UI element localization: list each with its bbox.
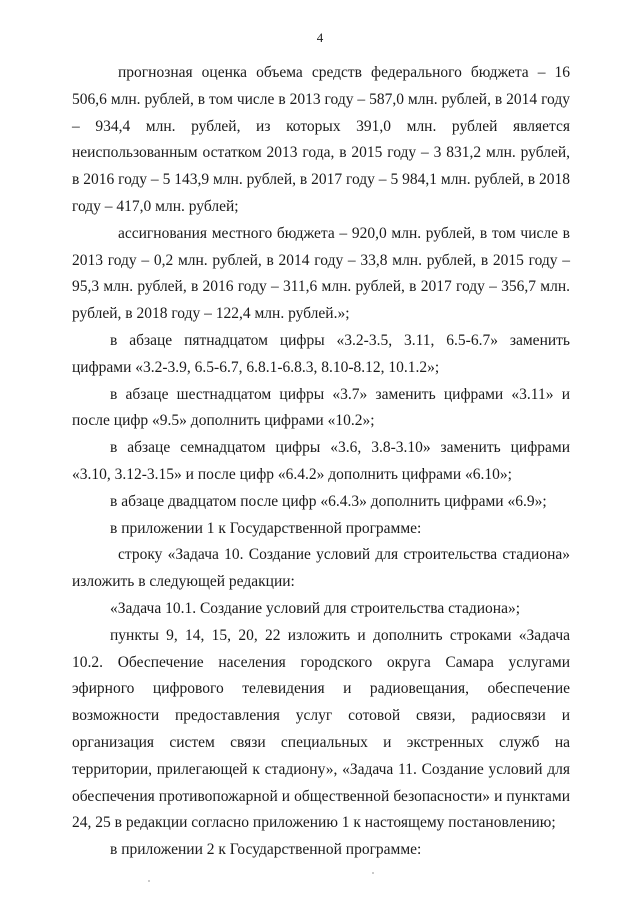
paragraph-local-budget: ассигнования местного бюджета – 920,0 млн. рублей, в том числе в 2013 году – 0,2 млн. рублей, в 2014 году – 33,8 млн. рублей, в 2015 году – 95,3 млн. рублей, в 2016 году – 311,6 млн. рублей, в 2017 году – 356,7 млн. рублей, в 2018 году – 122,4 млн. рублей.»; [72,224,570,323]
paragraph-15: в абзаце пятнадцатом цифры «3.2-3.5, 3.11, 6.5-6.7» заменить цифрами «3.2-3.9, 6.5-6.7, 6.8.1-6.8.3, 8.10-8.12, 10.1.2»; [72,331,570,376]
paragraph-17: в абзаце семнадцатом цифры «3.6, 3.8-3.10» заменить цифрами «3.10, 3.12-3.15» и после цифр «6.4.2» дополнить цифрами «6.10»; [72,439,570,483]
paragraph-appendix-2: в приложении 2 к Государственной программе: [110,841,422,859]
paragraph-task-10-1: «Задача 10.1. Создание условий для строительства стадиона»; [110,599,521,617]
paragraph-16: в абзаце шестнадцатом цифры «3.7» заменить цифрами «3.11» и после цифр «9.5» дополнить цифрами «10.2»; [72,385,570,430]
paragraph-items: пункты 9, 14, 15, 20, 22 изложить и дополнить строками «Задача 10.2. Обеспечение населения городского округа Самара услугами эфирного цифрового телевидения и радиовещания, обеспечение возможности предоставления услуг сотовой связи, радиосвязи и организация систем связи специальных и экстренных служб на территории, прилегающей к стадиону», «Задача 11. Создание условий для обеспечения противопожарной и общественной безопасности» и пунктами 24, 25 в редакции согласно приложению 1 к настоящему постановлению; [72,626,570,832]
page-number: 4 [316,30,324,45]
scan-speck [148,880,150,882]
scan-speck [372,872,374,874]
document-body [72,60,570,864]
paragraph-20: в абзаце двадцатом после цифр «6.4.3» дополнить цифрами «6.9»; [110,492,547,510]
paragraph-federal-budget: прогнозная оценка объема средств федерального бюджета – 16 506,6 млн. рублей, в том числе в 2013 году – 587,0 млн. рублей, в 2014 году – 934,4 млн. рублей, из которых 391,0 млн. рублей является неиспользованным остатком 2013 года, в 2015 году – 3 831,2 млн. рублей, в 2016 году – 5 143,9 млн. рублей, в 2017 году – 5 984,1 млн. рублей, в 2018 году – 417,0 млн. рублей; [72,64,570,215]
paragraph-task-10-line: строку «Задача 10. Создание условий для строительства стадиона» изложить в следующей редакции: [72,546,570,591]
paragraph-appendix-1: в приложении 1 к Государственной программе: [110,519,422,537]
